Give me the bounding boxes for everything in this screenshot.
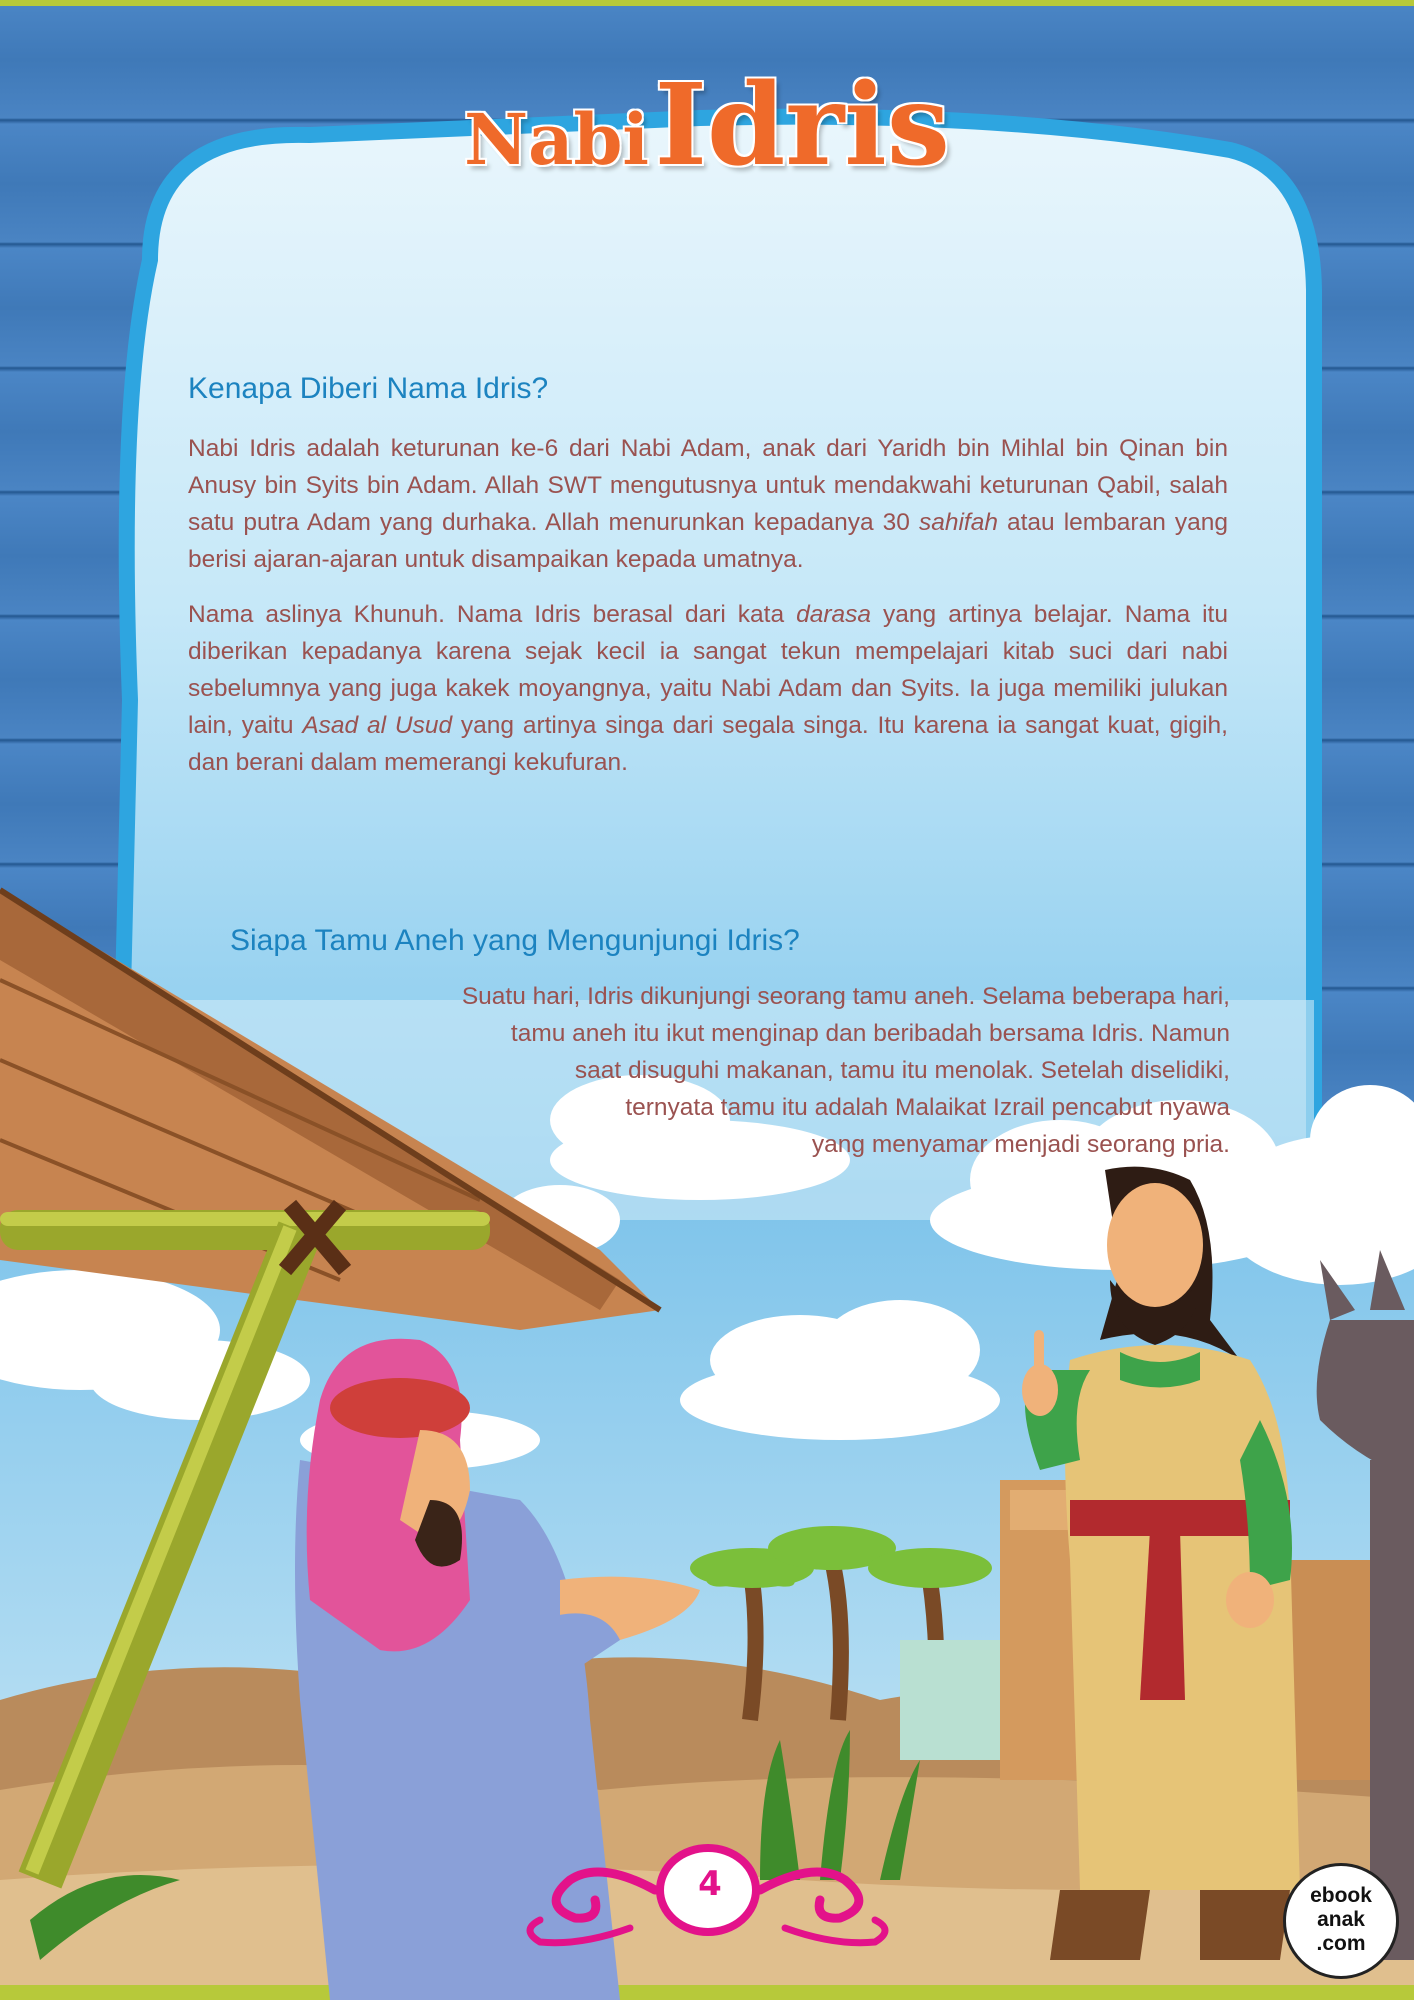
text-run: yang artinya singa dari segala singa. Itu karena ia sangat kuat, gigih, dan berani dalam memerangi kekufuran. <box>188 712 1228 776</box>
section2-heading: Siapa Tamu Aneh yang Mengunjungi Idris? <box>230 924 800 957</box>
watermark-line: anak <box>1317 1908 1365 1931</box>
text-run: atau lembaran yang berisi ajaran-ajaran untuk disampaikan kepada umatnya. <box>188 509 1228 573</box>
section2-line: saat disuguhi makanan, tamu itu menolak. Setelah diselidiki, <box>574 1057 1230 1084</box>
section1-paragraph2 <box>188 596 1228 781</box>
section1-heading: Kenapa Diberi Nama Idris? <box>188 372 549 405</box>
section2-line: Suatu hari, Idris dikunjungi seorang tamu aneh. Selama beberapa hari, <box>461 983 1230 1010</box>
italic-term: darasa <box>796 601 872 628</box>
watermark-line: ebook <box>1310 1884 1372 1907</box>
ebookanak-watermark <box>1283 1863 1399 1979</box>
page-title <box>0 60 1414 191</box>
section2-line: ternyata tamu itu adalah Malaikat Izrail pencabut nyawa <box>625 1094 1230 1121</box>
text-run: yang artinya belajar. Nama itu diberikan kepadanya karena sejak kecil ia sangat tekun mempelajari kitab suci dari nabi sebelumnya yang juga kakek moyangnya, yaitu Nabi Adam dan Syits. Ia juga memiliki julukan lain, yaitu <box>188 601 1228 739</box>
section2-line: tamu aneh itu ikut menginap dan beribadah bersama Idris. Namun <box>510 1020 1230 1047</box>
text-run: Nabi Idris adalah keturunan ke-6 dari Nabi Adam, anak dari Yaridh bin Mihlal bin Qinan bin Anusy bin Syits bin Adam. Allah SWT mengutusnya untuk mendakwahi keturunan Qabil, salah satu putra Adam yang durhaka. Allah menurunkan kepadanya 30 <box>188 435 1228 536</box>
italic-term: Asad al Usud <box>302 712 453 739</box>
italic-term: sahifah <box>918 509 998 536</box>
watermark-line: .com <box>1316 1932 1366 1955</box>
title-small: Nabi <box>464 98 649 181</box>
page-number: 4 <box>698 1864 722 1904</box>
section1-paragraph1 <box>188 430 1228 578</box>
text-run: Nama aslinya Khunuh. Nama Idris berasal dari kata <box>188 601 797 628</box>
section1-body <box>188 430 1228 799</box>
section2-body <box>290 978 1230 1163</box>
title-large: Idris <box>654 60 950 191</box>
section2-line: yang menyamar menjadi seorang pria. <box>811 1131 1230 1158</box>
